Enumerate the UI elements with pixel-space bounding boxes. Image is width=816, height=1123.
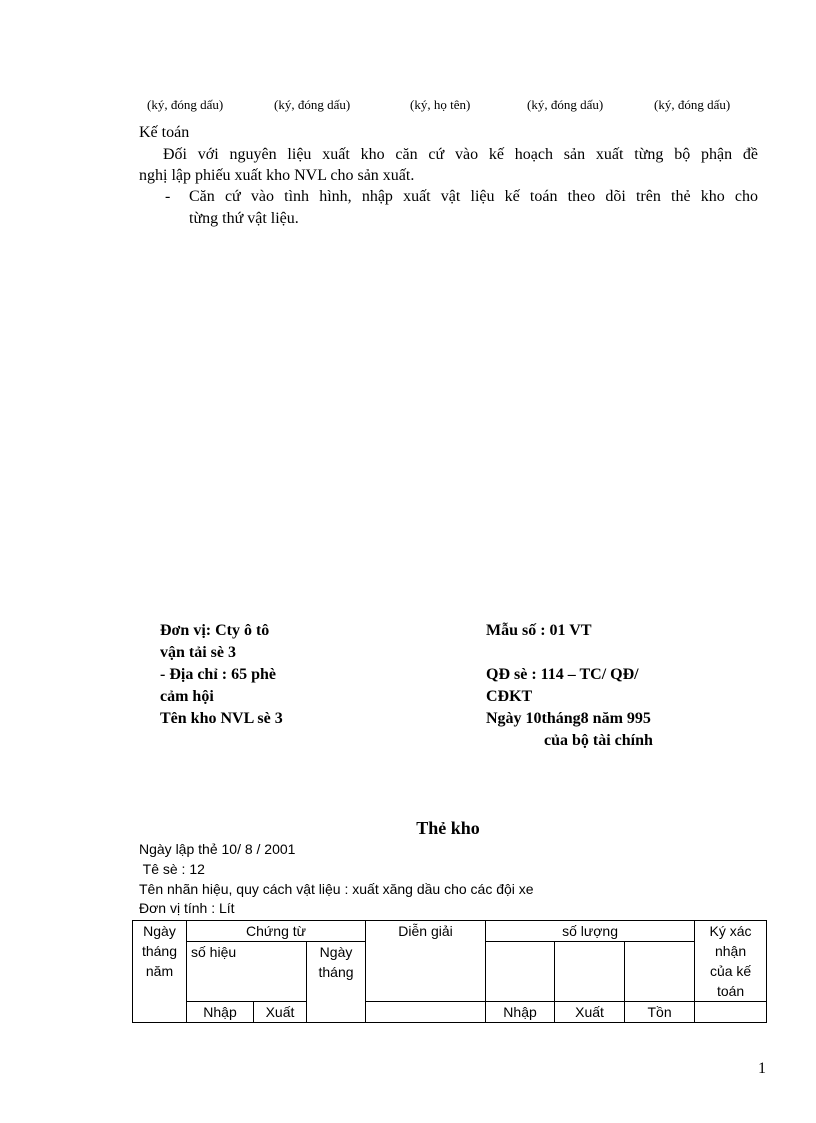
description-header: Diễn giải — [366, 921, 486, 1002]
signature-label-4: (ký, đóng dấu) — [527, 97, 604, 112]
voucher-import-header: Nhập — [187, 1002, 254, 1023]
voucher-header: Chứng từ — [187, 921, 366, 942]
unit-name-line-1: Đơn vị: Cty ô tô — [160, 622, 270, 639]
card-brand-spec: Tên nhãn hiệu, quy cách vật liệu : xuất xăng dầu cho các đội xe — [139, 881, 534, 897]
description-empty-cell — [366, 1002, 486, 1023]
confirm-header: Ký xác nhận của kế toán — [695, 921, 767, 1002]
date-column-header: Ngày tháng năm — [133, 921, 187, 1023]
voucher-date-header: Ngày tháng — [307, 942, 366, 1023]
header-right — [486, 620, 706, 752]
quantity-header: số lượng — [486, 921, 695, 942]
stock-card-table — [132, 920, 767, 1023]
quantity-import-header: Nhập — [486, 1002, 555, 1023]
card-title: Thẻ kho — [416, 818, 480, 838]
quantity-export-header: Xuất — [555, 1002, 625, 1023]
card-sheet-number: Tê sè : 12 — [139, 861, 205, 877]
voucher-export-header: Xuất — [254, 1002, 307, 1023]
bullet-line-1: Căn cứ vào tình hình, nhập xuất vật liệu kế toán theo dõi trên thẻ kho cho — [189, 188, 758, 205]
paragraph-line-1: Đối với nguyên liệu xuất kho căn cứ vào kế hoạch sản xuất từng bộ phận đề — [163, 146, 758, 163]
page-number: 1 — [758, 1060, 766, 1077]
signature-label-2: (ký, đóng dấu) — [274, 97, 351, 112]
signature-label-1: (ký, đóng dấu) — [147, 97, 224, 112]
address-line-1: - Địa chỉ : 65 phè — [160, 666, 276, 683]
decision-line-1: QĐ sè : 114 – TC/ QĐ/ — [486, 666, 639, 683]
signature-label-3: (ký, họ tên) — [410, 97, 471, 112]
card-unit: Đơn vị tính : Lít — [139, 900, 235, 916]
confirm-empty-cell — [695, 1002, 767, 1023]
quantity-subcell-3 — [625, 942, 695, 1002]
form-number: Mẫu số : 01 VT — [486, 622, 592, 639]
quantity-subcell-1 — [486, 942, 555, 1002]
card-created-date: Ngày lập thẻ 10/ 8 / 2001 — [139, 841, 296, 857]
decision-line-2: CĐKT — [486, 688, 533, 705]
section-title: Kế toán — [139, 124, 190, 141]
address-line-2: cảm hội — [160, 688, 214, 705]
voucher-number-header: số hiệu — [187, 942, 307, 1002]
table-header-row-3 — [133, 1002, 767, 1023]
table-header-row-1 — [133, 921, 767, 942]
unit-name-line-2: vận tải sè 3 — [160, 644, 236, 661]
header-left — [160, 620, 330, 730]
quantity-subcell-2 — [555, 942, 625, 1002]
issuer: của bộ tài chính — [544, 732, 653, 749]
bullet-dash: - — [165, 188, 171, 205]
warehouse-name: Tên kho NVL sè 3 — [160, 710, 283, 727]
signature-label-5: (ký, đóng dấu) — [654, 97, 731, 112]
paragraph-line-2: nghị lập phiếu xuất kho NVL cho sản xuất. — [139, 167, 415, 184]
bullet-line-2: từng thứ vật liệu. — [189, 210, 299, 227]
quantity-stock-header: Tồn — [625, 1002, 695, 1023]
decision-date: Ngày 10tháng8 năm 995 — [486, 710, 651, 727]
